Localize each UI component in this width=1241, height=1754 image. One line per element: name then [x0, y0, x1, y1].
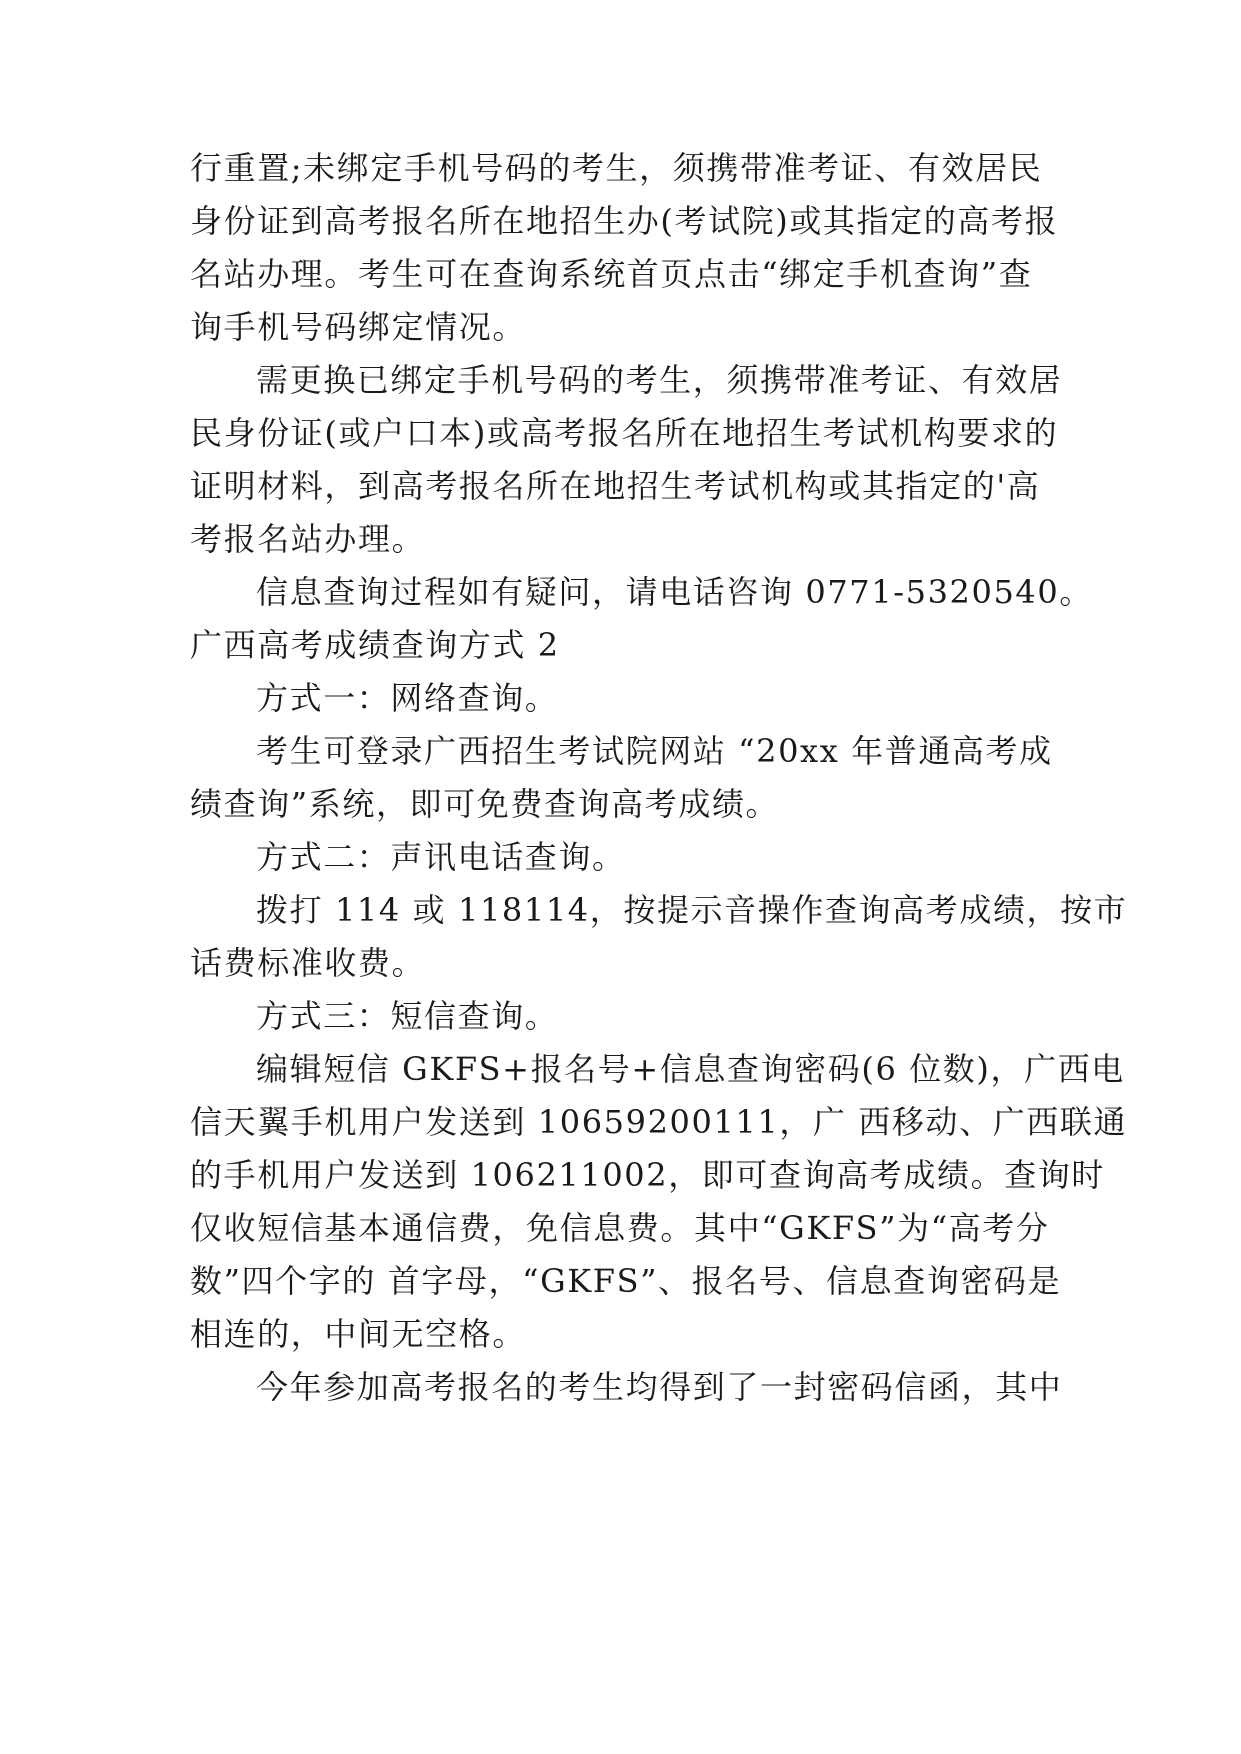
body-text-line: 话费标准收费。 [190, 944, 426, 982]
body-text-line: 的手机用户发送到 106211002，即可查询高考成绩。查询时 [190, 1156, 1106, 1194]
body-text-line: 名站办理。考生可在查询系统首页点击“绑定手机查询”查 [190, 255, 1033, 293]
body-text-line: 考报名站办理。 [190, 520, 426, 558]
body-text-line: 考生可登录广西招生考试院网站 “20xx 年普通高考成 [256, 732, 1053, 770]
body-text-line: 今年参加高考报名的考生均得到了一封密码信函，其中 [256, 1368, 1063, 1406]
section-heading: 广西高考成绩查询方式 2 [190, 626, 560, 664]
body-text-line: 证明材料，到高考报名所在地招生考试机构或其指定的'高 [190, 467, 1041, 505]
body-text-line: 编辑短信 GKFS+报名号+信息查询密码(6 位数)，广西电 [256, 1050, 1125, 1088]
body-text-line: 身份证到高考报名所在地招生办(考试院)或其指定的高考报 [190, 202, 1059, 240]
body-text-line: 数”四个字的 首字母，“GKFS”、报名号、信息查询密码是 [190, 1262, 1062, 1300]
body-text-line: 行重置;未绑定手机号码的考生，须携带准考证、有效居民 [190, 149, 1043, 187]
method-heading: 方式三：短信查询。 [256, 997, 559, 1035]
body-text-line: 询手机号码绑定情况。 [190, 308, 527, 346]
body-text-line: 信息查询过程如有疑问，请电话咨询 0771-5320540。 [256, 573, 1093, 611]
body-text-line: 相连的，中间无空格。 [190, 1315, 527, 1353]
body-text-line: 仅收短信基本通信费，免信息费。其中“GKFS”为“高考分 [190, 1209, 1050, 1247]
body-text-line: 需更换已绑定手机号码的考生，须携带准考证、有效居 [256, 361, 1063, 399]
method-heading: 方式一：网络查询。 [256, 679, 559, 717]
method-heading: 方式二：声讯电话查询。 [256, 838, 626, 876]
body-text-line: 绩查询”系统，即可免费查询高考成绩。 [190, 785, 780, 823]
body-text-line: 民身份证(或户口本)或高考报名所在地招生考试机构要求的 [190, 414, 1059, 452]
body-text-line: 信天翼手机用户发送到 10659200111，广 西移动、广西联通 [190, 1103, 1128, 1141]
body-text-line: 拨打 114 或 118114，按提示音操作查询高考成绩，按市 [256, 891, 1128, 929]
